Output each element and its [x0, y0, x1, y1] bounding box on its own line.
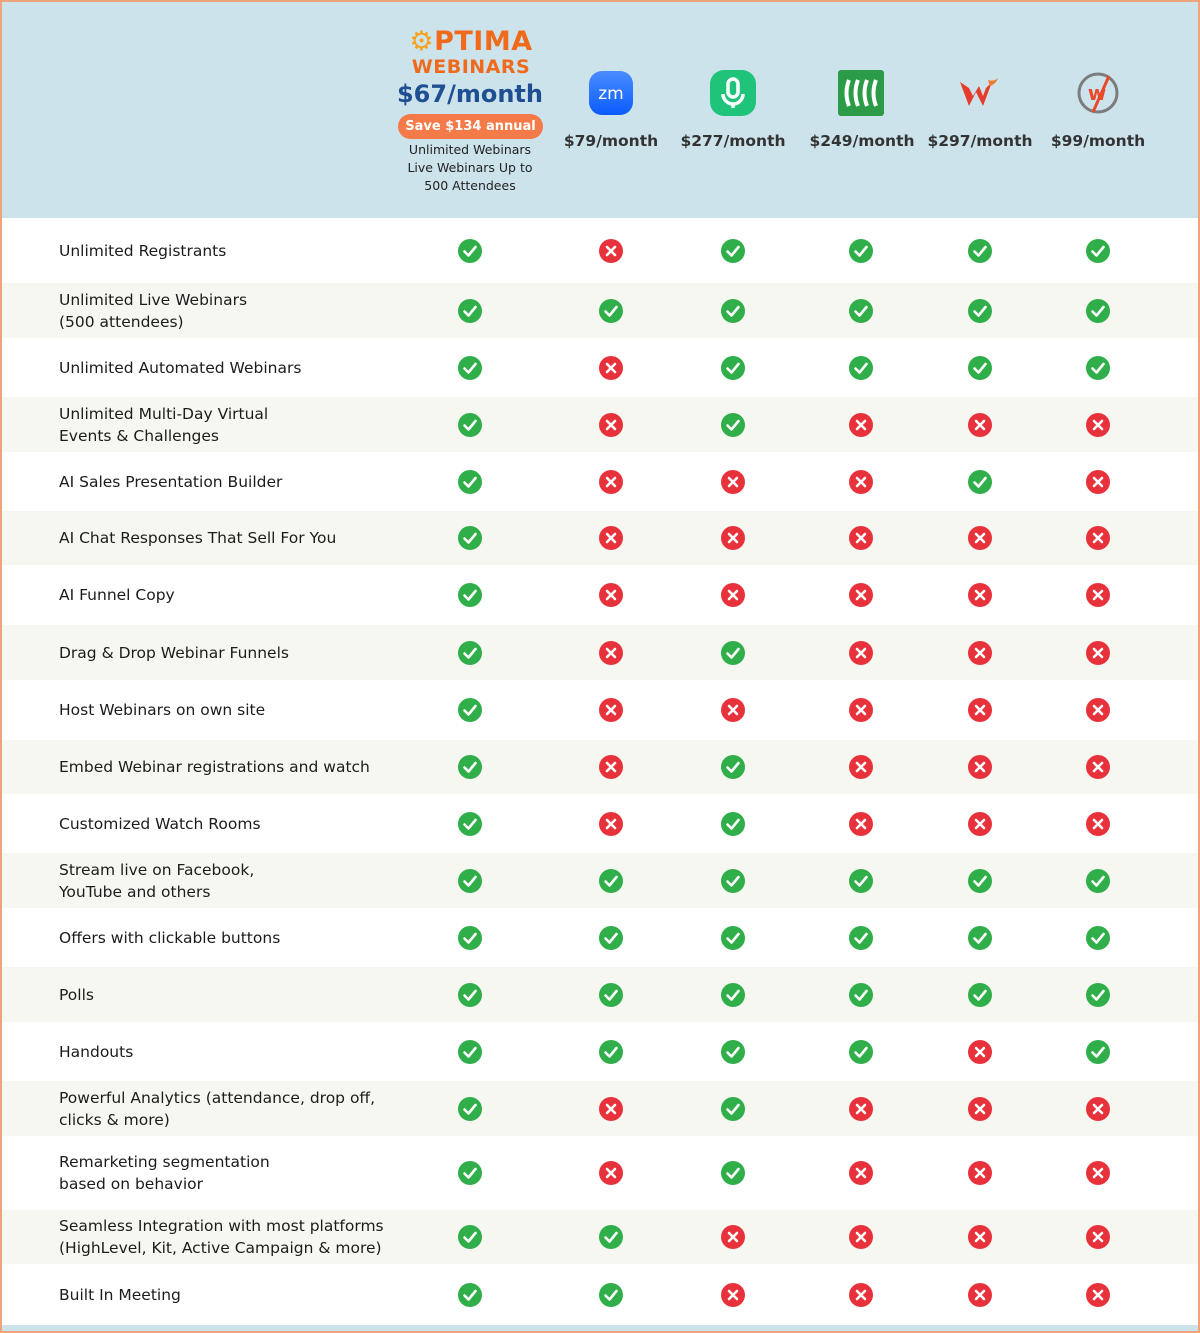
check-icon — [848, 298, 874, 324]
check-icon — [967, 238, 993, 264]
table-row — [2, 794, 1198, 853]
cross-icon — [967, 525, 993, 551]
cross-icon — [967, 1224, 993, 1250]
check-icon — [967, 469, 993, 495]
webinar-mic-logo-icon — [708, 68, 758, 118]
table-row — [2, 1136, 1198, 1210]
table-row — [2, 338, 1198, 397]
check-icon — [598, 1282, 624, 1308]
cross-icon — [1085, 525, 1111, 551]
save-badge: Save $134 annual — [398, 114, 543, 139]
cross-icon — [848, 640, 874, 666]
check-icon — [720, 298, 746, 324]
check-icon — [848, 238, 874, 264]
cross-icon — [1085, 811, 1111, 837]
feature-label: Unlimited Live Webinars (500 attendees) — [59, 291, 248, 331]
check-icon — [720, 925, 746, 951]
cross-icon — [598, 355, 624, 381]
cross-icon — [848, 412, 874, 438]
table-row — [2, 1022, 1198, 1081]
cross-icon — [598, 640, 624, 666]
check-icon — [848, 925, 874, 951]
check-icon — [967, 982, 993, 1008]
cross-icon — [848, 582, 874, 608]
feature-label: Handouts — [59, 1043, 134, 1061]
cross-icon — [1085, 640, 1111, 666]
check-icon — [457, 1224, 483, 1250]
check-icon — [1085, 1039, 1111, 1065]
check-icon — [457, 1039, 483, 1065]
cross-icon — [967, 412, 993, 438]
cross-icon — [598, 582, 624, 608]
check-icon — [1085, 298, 1111, 324]
check-icon — [967, 925, 993, 951]
cross-icon — [598, 697, 624, 723]
feature-label: Unlimited Registrants — [59, 242, 227, 260]
cross-icon — [720, 1282, 746, 1308]
check-icon — [720, 1096, 746, 1122]
optima-price: $67/month — [396, 80, 543, 108]
feature-label: Remarketing segmentation based on behavior — [59, 1153, 270, 1193]
check-icon — [598, 982, 624, 1008]
svg-text:zm: zm — [598, 84, 624, 104]
check-icon — [457, 982, 483, 1008]
cross-icon — [967, 1282, 993, 1308]
check-icon — [720, 754, 746, 780]
feature-label: Offers with clickable buttons — [59, 929, 281, 947]
cross-icon — [1085, 697, 1111, 723]
feature-label: Unlimited Multi-Day Virtual Events & Challenges — [59, 405, 269, 445]
cross-icon — [967, 754, 993, 780]
check-icon — [457, 355, 483, 381]
table-row — [2, 740, 1198, 794]
cross-icon — [967, 582, 993, 608]
check-icon — [457, 298, 483, 324]
cross-icon — [1085, 1282, 1111, 1308]
cross-icon — [598, 238, 624, 264]
cross-icon — [967, 811, 993, 837]
check-icon — [848, 1039, 874, 1065]
check-icon — [457, 469, 483, 495]
cross-icon — [598, 1096, 624, 1122]
check-icon — [967, 298, 993, 324]
check-icon — [598, 1039, 624, 1065]
w-circle-logo-icon — [1073, 68, 1123, 118]
check-icon — [1085, 238, 1111, 264]
cross-icon — [967, 640, 993, 666]
cross-icon — [967, 697, 993, 723]
cross-icon — [598, 412, 624, 438]
feature-label: AI Sales Presentation Builder — [59, 473, 283, 491]
check-icon — [457, 868, 483, 894]
feature-label: Drag & Drop Webinar Funnels — [59, 644, 289, 662]
svg-text:w: w — [1087, 81, 1107, 105]
bottom-bar — [2, 1325, 1198, 1333]
competitor-price: $277/month — [680, 132, 786, 150]
check-icon — [720, 412, 746, 438]
cross-icon — [848, 1224, 874, 1250]
green-stripes-logo-icon — [836, 68, 886, 118]
check-icon — [598, 298, 624, 324]
cross-icon — [848, 469, 874, 495]
check-icon — [457, 412, 483, 438]
competitor-price: $99/month — [1050, 132, 1146, 150]
cross-icon — [598, 754, 624, 780]
check-icon — [1085, 355, 1111, 381]
cross-icon — [1085, 754, 1111, 780]
zoom-logo-icon — [586, 68, 636, 118]
check-icon — [1085, 868, 1111, 894]
table-row — [2, 1264, 1198, 1325]
cross-icon — [848, 1160, 874, 1186]
check-icon — [967, 868, 993, 894]
optima-webinars-logo: ⚙PTIMA WEBINARS — [409, 26, 533, 78]
check-icon — [848, 355, 874, 381]
table-row — [2, 1210, 1198, 1264]
table-row — [2, 680, 1198, 740]
cross-icon — [598, 525, 624, 551]
check-icon — [720, 238, 746, 264]
check-icon — [720, 811, 746, 837]
cross-icon — [848, 1282, 874, 1308]
feature-label: Unlimited Automated Webinars — [59, 359, 302, 377]
feature-label: Host Webinars on own site — [59, 701, 266, 719]
check-icon — [720, 355, 746, 381]
table-row — [2, 511, 1198, 565]
cross-icon — [720, 525, 746, 551]
table-row — [2, 967, 1198, 1022]
check-icon — [720, 868, 746, 894]
check-icon — [457, 1096, 483, 1122]
optima-description: Unlimited Webinars Live Webinars Up to 500 Attendees — [407, 142, 533, 193]
check-icon — [457, 754, 483, 780]
check-icon — [457, 582, 483, 608]
competitor-price: $79/month — [563, 132, 659, 150]
cross-icon — [848, 811, 874, 837]
feature-label: Stream live on Facebook, YouTube and others — [59, 861, 255, 901]
table-row — [2, 1081, 1198, 1136]
gear-icon: ⚙ — [409, 26, 435, 57]
table-row — [2, 625, 1198, 680]
check-icon — [457, 640, 483, 666]
cross-icon — [720, 582, 746, 608]
check-icon — [457, 697, 483, 723]
cross-icon — [967, 1039, 993, 1065]
cross-icon — [1085, 469, 1111, 495]
cross-icon — [598, 469, 624, 495]
table-row — [2, 565, 1198, 625]
check-icon — [598, 1224, 624, 1250]
cross-icon — [1085, 1160, 1111, 1186]
cross-icon — [1085, 1096, 1111, 1122]
competitor-price: $297/month — [927, 132, 1033, 150]
check-icon — [1085, 925, 1111, 951]
check-icon — [720, 1039, 746, 1065]
feature-label: AI Chat Responses That Sell For You — [59, 529, 337, 547]
cross-icon — [1085, 1224, 1111, 1250]
feature-label: Customized Watch Rooms — [59, 815, 261, 833]
cross-icon — [598, 1160, 624, 1186]
check-icon — [967, 355, 993, 381]
table-header — [2, 2, 1198, 218]
cross-icon — [848, 697, 874, 723]
competitor-price: $249/month — [809, 132, 915, 150]
check-icon — [848, 982, 874, 1008]
table-row — [2, 397, 1198, 452]
check-icon — [720, 640, 746, 666]
table-row — [2, 218, 1198, 283]
cross-icon — [720, 697, 746, 723]
cross-icon — [848, 754, 874, 780]
cross-icon — [598, 811, 624, 837]
check-icon — [457, 238, 483, 264]
check-icon — [848, 868, 874, 894]
check-icon — [457, 525, 483, 551]
check-icon — [457, 811, 483, 837]
table-row — [2, 283, 1198, 338]
cross-icon — [848, 525, 874, 551]
cross-icon — [720, 469, 746, 495]
feature-label: Built In Meeting — [59, 1286, 181, 1304]
table-row — [2, 853, 1198, 908]
check-icon — [1085, 982, 1111, 1008]
cross-icon — [1085, 582, 1111, 608]
feature-label: Polls — [59, 986, 94, 1004]
check-icon — [457, 1160, 483, 1186]
check-icon — [457, 1282, 483, 1308]
cross-icon — [967, 1160, 993, 1186]
cross-icon — [848, 1096, 874, 1122]
feature-label: AI Funnel Copy — [59, 586, 175, 604]
feature-label: Embed Webinar registrations and watch — [59, 758, 370, 776]
feature-label: Seamless Integration with most platforms (HighLevel, Kit, Active Campaign & more) — [59, 1217, 384, 1257]
check-icon — [720, 1160, 746, 1186]
check-icon — [598, 868, 624, 894]
table-row — [2, 908, 1198, 967]
check-icon — [598, 925, 624, 951]
webinarjam-logo-icon — [954, 68, 1004, 118]
cross-icon — [967, 1096, 993, 1122]
feature-label: Powerful Analytics (attendance, drop off, clicks & more) — [59, 1089, 376, 1129]
check-icon — [457, 925, 483, 951]
table-row — [2, 452, 1198, 511]
check-icon — [720, 982, 746, 1008]
cross-icon — [1085, 412, 1111, 438]
cross-icon — [720, 1224, 746, 1250]
